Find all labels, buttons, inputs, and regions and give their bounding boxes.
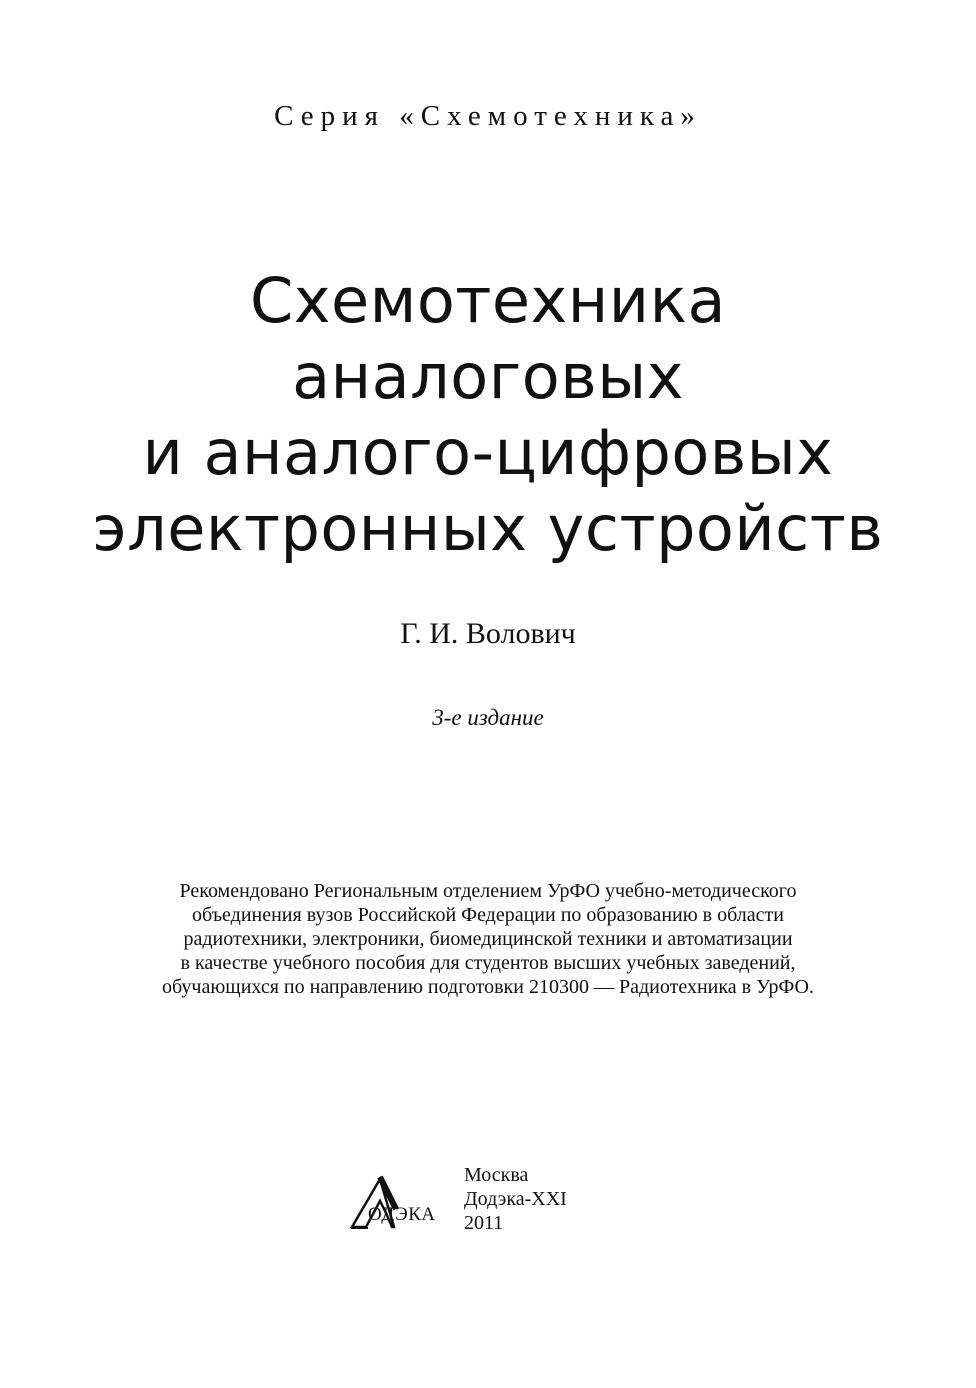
series-name: Серия «Схемотехника» bbox=[274, 100, 702, 132]
recommendation-line: в качестве учебного пособия для студентов высших учебных заведений, bbox=[180, 952, 796, 974]
publisher-imprint bbox=[464, 1163, 567, 1235]
edition-label: 3-е издание bbox=[432, 705, 544, 730]
recommendation-line: объединения вузов Российской Федерации по образованию в области bbox=[192, 904, 784, 926]
publication-year: 2011 bbox=[464, 1212, 504, 1234]
book-title-line: электронных устройств bbox=[92, 492, 884, 565]
book-title bbox=[0, 263, 976, 567]
publication-city: Москва bbox=[464, 1164, 529, 1186]
recommendation-line: радиотехники, электроники, биомедицинской техники и автоматизации bbox=[183, 928, 793, 950]
publisher-logo bbox=[346, 1173, 446, 1235]
publisher-name: Додэка-XXI bbox=[464, 1188, 567, 1210]
recommendation-text bbox=[0, 879, 976, 999]
recommendation-line: обучающихся по направлению подготовки 210300 — Радиотехника в УрФО. bbox=[162, 976, 814, 998]
book-title-line: и аналого-цифровых bbox=[142, 416, 834, 489]
book-title-line: Схемотехника bbox=[249, 264, 727, 337]
publisher-logo-text: ОДЭКА bbox=[368, 1204, 436, 1225]
recommendation-line: Рекомендовано Региональным отделением УрФО учебно-методического bbox=[179, 880, 797, 902]
author-name: Г. И. Волович bbox=[400, 617, 576, 650]
book-title-line: аналоговых bbox=[292, 340, 684, 413]
